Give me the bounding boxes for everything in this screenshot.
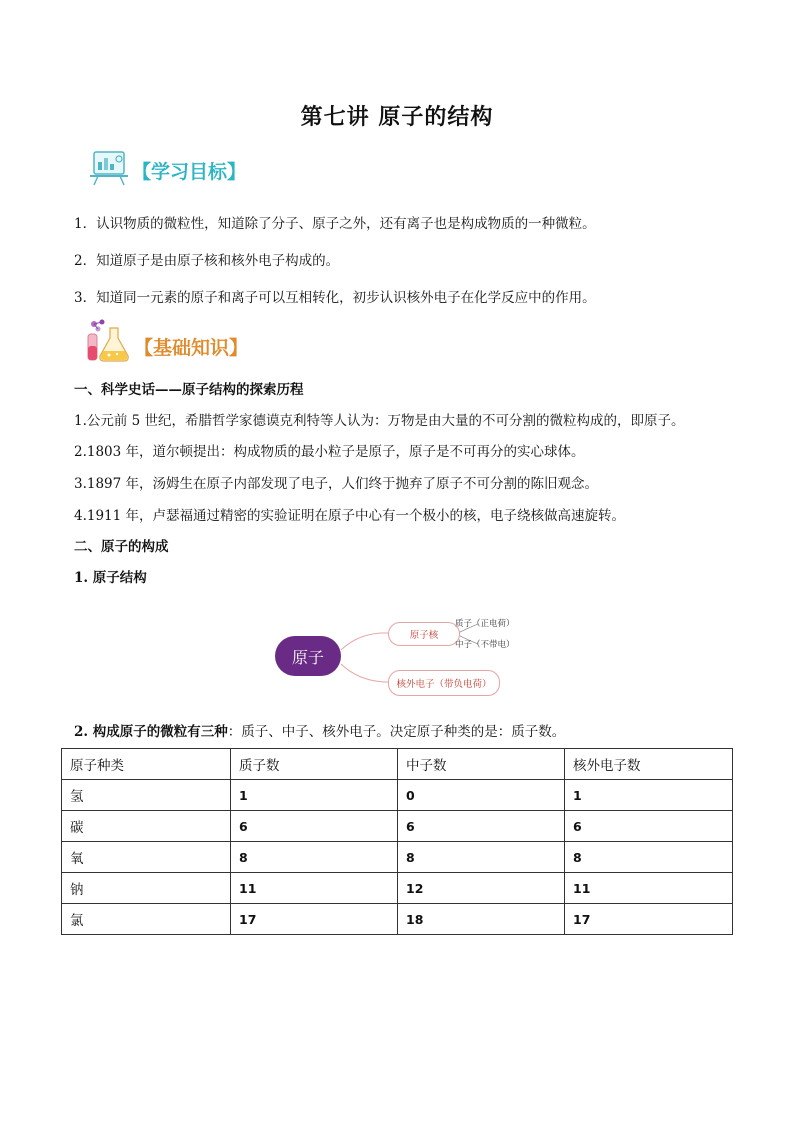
- cell-element: 碳: [62, 811, 231, 842]
- cell-protons: 11: [231, 873, 398, 904]
- composition-heading: 二、原子的构成: [74, 539, 169, 555]
- objectives-label: 【学习目标】: [132, 161, 247, 183]
- history-item-4: 4.1911 年，卢瑟福通过精密的实验证明在原子中心有一个极小的核，电子绕核做高速旋转。: [74, 508, 626, 524]
- cell-element: 氧: [62, 842, 231, 873]
- header-electrons: 核外电子数: [565, 749, 733, 780]
- cell-electrons: 6: [565, 811, 733, 842]
- header-atom-type: 原子种类: [62, 749, 231, 780]
- mindmap-nucleus-node: 原子核: [388, 622, 460, 646]
- basics-label: 【基础知识】: [134, 337, 249, 359]
- objective-item-2: 2．知道原子是由原子核和核外电子构成的。: [74, 253, 340, 269]
- cell-protons: 1: [231, 780, 398, 811]
- table-row: [62, 811, 733, 842]
- mindmap-electron-node: 核外电子（带负电荷）: [388, 670, 500, 696]
- page-title: 第七讲 原子的结构: [300, 104, 494, 130]
- table-row: [62, 842, 733, 873]
- header-neutrons: 中子数: [398, 749, 565, 780]
- objective-item-1: 1．认识物质的微粒性，知道除了分子、原子之外，还有离子也是构成物质的一种微粒。: [74, 216, 596, 232]
- history-item-1: 1.公元前 5 世纪，希腊哲学家德谟克利特等人认为：万物是由大量的不可分割的微粒构成的，即原子。: [74, 413, 685, 429]
- table-row: [62, 904, 733, 935]
- cell-protons: 17: [231, 904, 398, 935]
- cell-element: 氯: [62, 904, 231, 935]
- atom-table: [61, 748, 733, 935]
- cell-electrons: 8: [565, 842, 733, 873]
- cell-electrons: 1: [565, 780, 733, 811]
- cell-neutrons: 8: [398, 842, 565, 873]
- cell-neutrons: 6: [398, 811, 565, 842]
- cell-protons: 8: [231, 842, 398, 873]
- particles-statement-rest: ：质子、中子、核外电子。决定原子种类的是：质子数。: [227, 724, 566, 740]
- table-row: [62, 780, 733, 811]
- cell-neutrons: 18: [398, 904, 565, 935]
- atom-structure-heading: 1. 原子结构: [74, 570, 147, 586]
- history-item-3: 3.1897 年，汤姆生在原子内部发现了电子，人们终于抛弃了原子不可分割的陈旧观念。: [74, 476, 599, 492]
- history-heading: 一、科学史话——原子结构的探索历程: [74, 382, 304, 398]
- history-item-2: 2.1803 年，道尔顿提出：构成物质的最小粒子是原子，原子是不可再分的实心球体。: [74, 444, 585, 460]
- cell-electrons: 17: [565, 904, 733, 935]
- cell-electrons: 11: [565, 873, 733, 904]
- cell-element: 氢: [62, 780, 231, 811]
- cell-neutrons: 12: [398, 873, 565, 904]
- cell-neutrons: 0: [398, 780, 565, 811]
- cell-element: 钠: [62, 873, 231, 904]
- header-protons: 质子数: [231, 749, 398, 780]
- particles-statement: [74, 722, 565, 742]
- mindmap-proton-leaf: 质子（正电荷）: [455, 619, 515, 629]
- objective-item-3: 3．知道同一元素的原子和离子可以互相转化，初步认识核外电子在化学反应中的作用。: [74, 290, 596, 306]
- mindmap-neutron-leaf: 中子（不带电）: [455, 640, 515, 650]
- particles-statement-bold: 2. 构成原子的微粒有三种: [74, 724, 228, 740]
- table-header-row: [62, 749, 733, 780]
- table-row: [62, 873, 733, 904]
- cell-protons: 6: [231, 811, 398, 842]
- mindmap-atom-node: 原子: [275, 636, 341, 676]
